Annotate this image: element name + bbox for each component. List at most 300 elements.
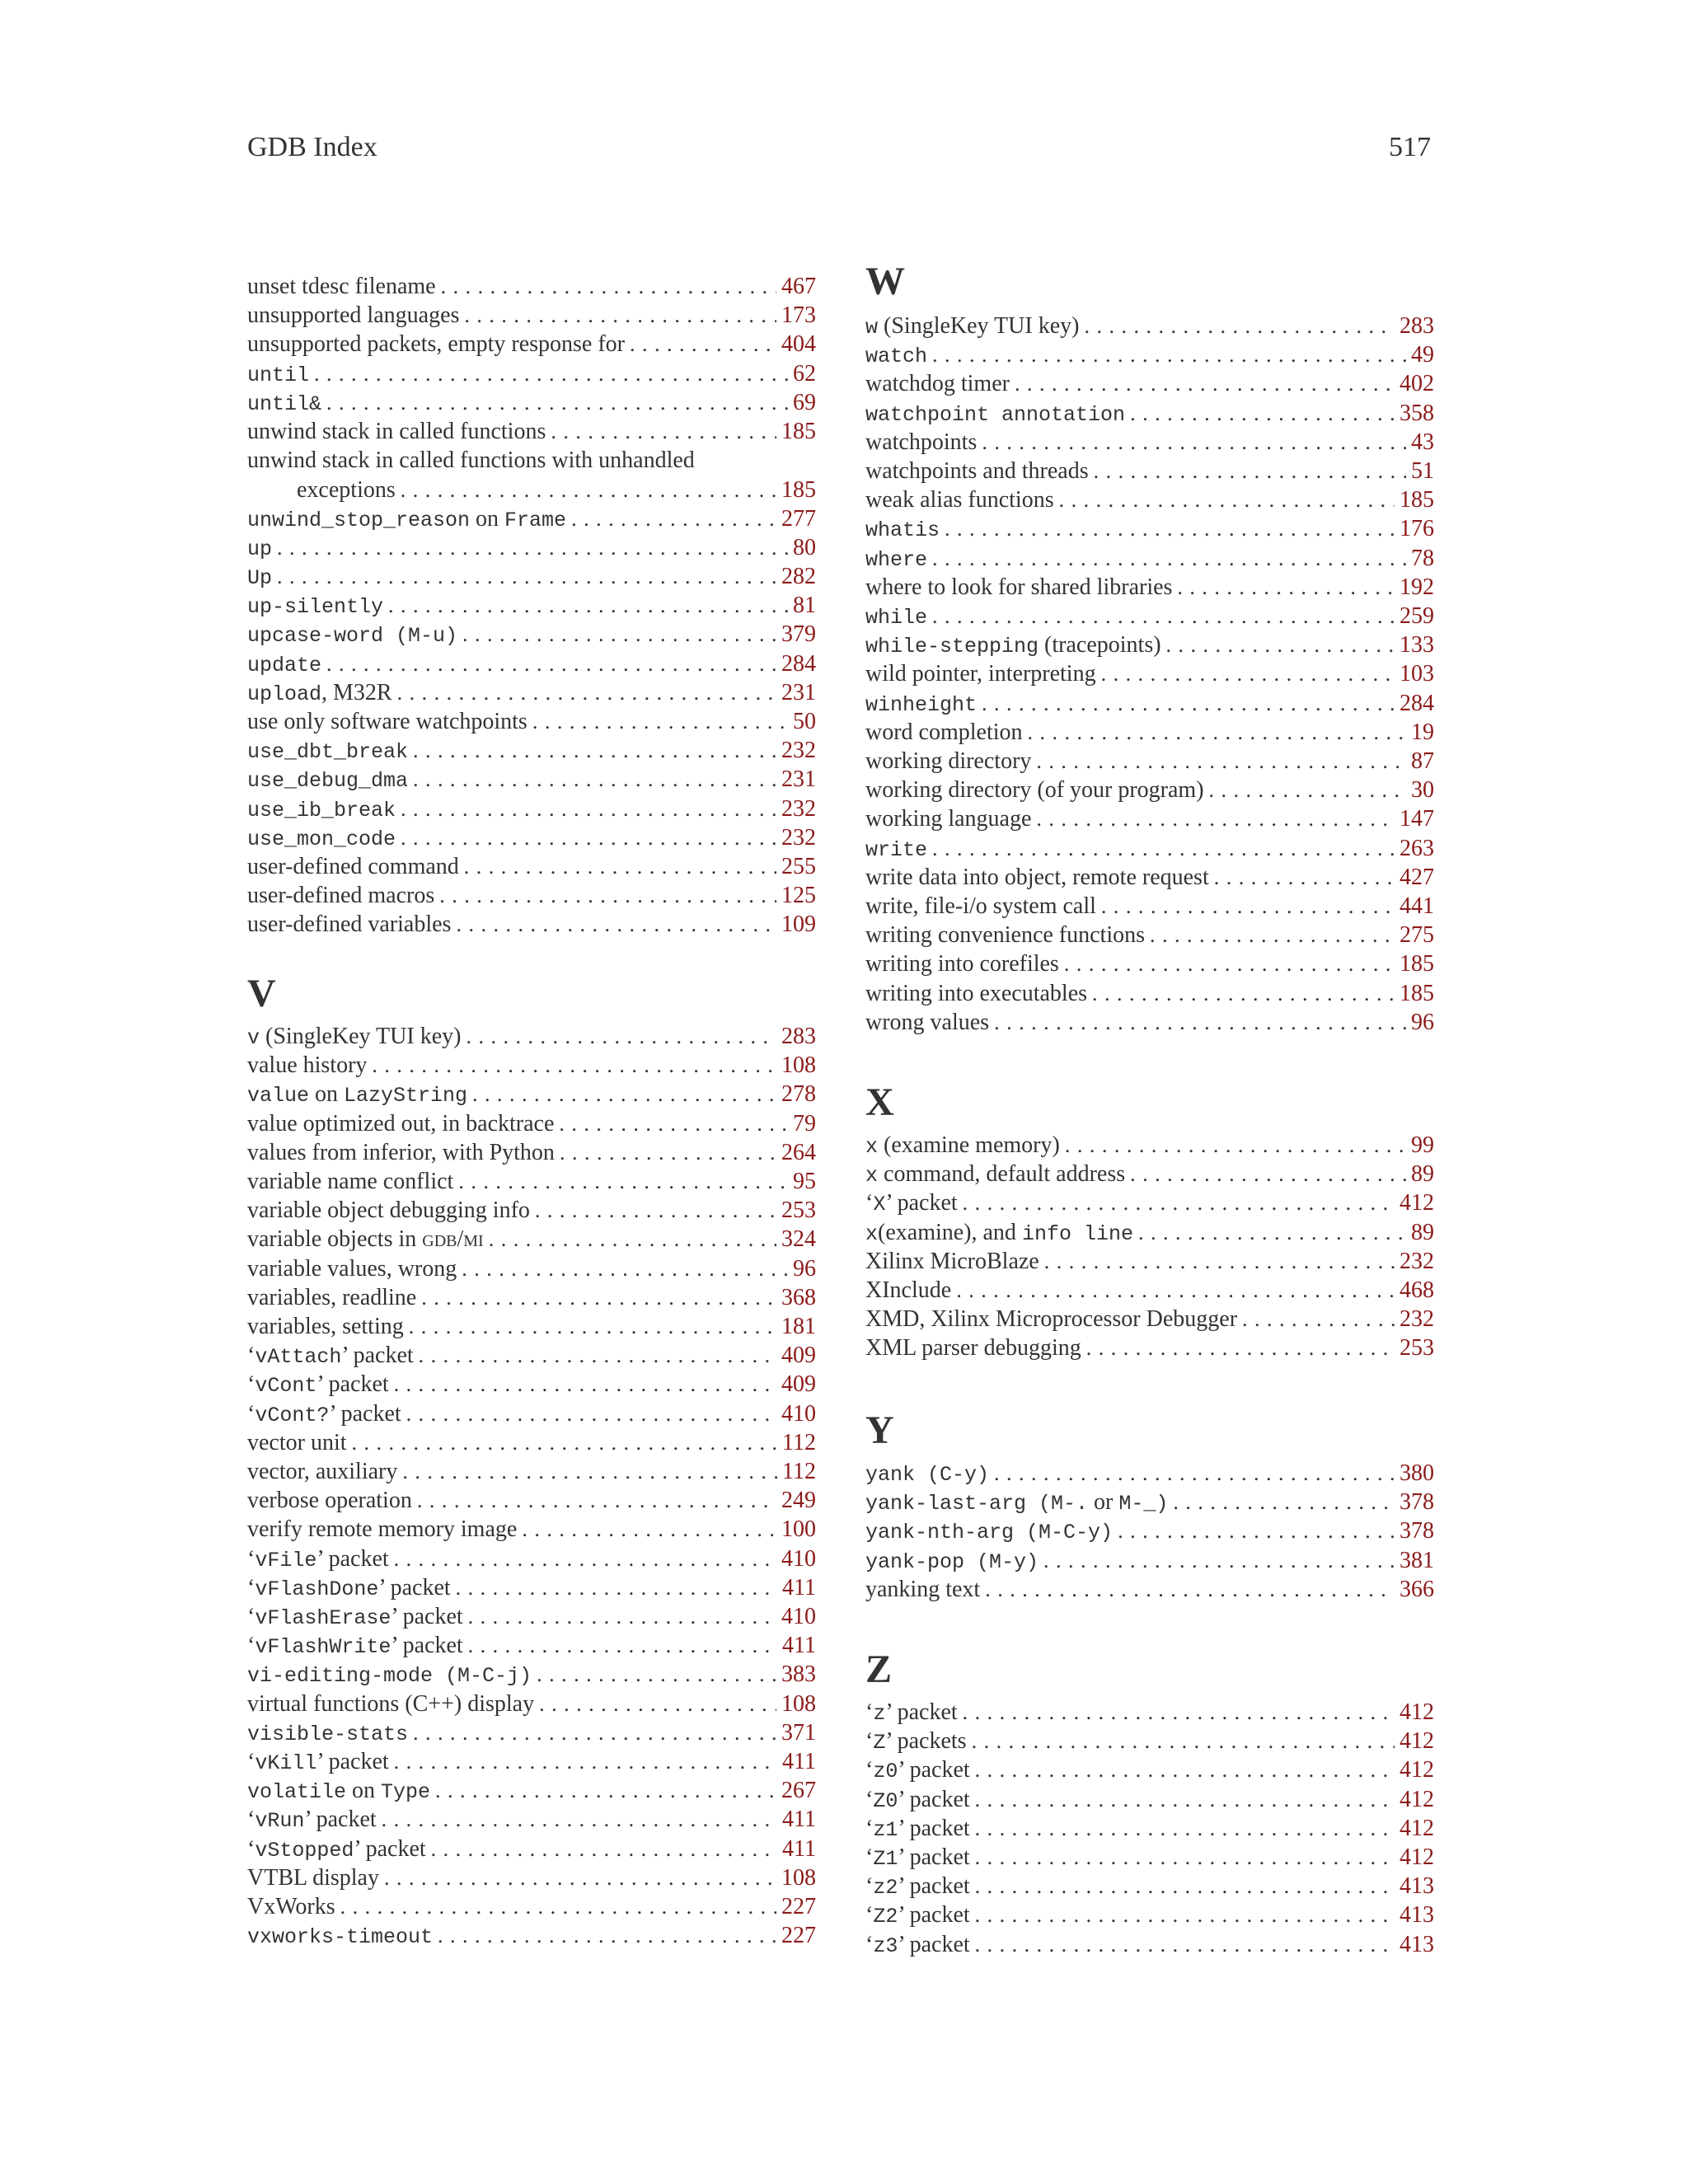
index-entry-text	[247, 1718, 408, 1750]
index-entry	[865, 718, 1434, 748]
index-entry	[247, 330, 816, 359]
page-reference-link[interactable]: 255	[781, 854, 816, 879]
index-entry	[865, 834, 1434, 864]
page-reference-link[interactable]: 232	[781, 824, 816, 851]
index-entry	[247, 1051, 816, 1080]
page-reference-link[interactable]: 30	[1411, 777, 1434, 804]
page-reference-link[interactable]: 253	[1400, 1335, 1434, 1361]
index-entry-text	[247, 765, 408, 796]
index-term: verbose operation	[247, 1488, 412, 1514]
index-entry	[247, 1254, 816, 1284]
section-letter-v: V	[247, 972, 276, 1015]
index-entry-text	[865, 1575, 980, 1605]
dot-leader	[1173, 1488, 1395, 1517]
dot-leader	[975, 1755, 1395, 1785]
page-reference-link[interactable]: 108	[781, 1690, 816, 1717]
dot-leader	[1214, 863, 1395, 893]
page-reference-link[interactable]: 412	[1400, 1844, 1434, 1870]
dot-leader	[466, 1022, 776, 1052]
dot-leader	[439, 881, 776, 911]
page-reference-link[interactable]: 381	[1400, 1547, 1434, 1573]
page-reference-link[interactable]: 232	[1400, 1248, 1434, 1274]
index-entry-text	[247, 330, 625, 359]
page-reference-link[interactable]: 19	[1411, 719, 1434, 745]
index-entry	[247, 1457, 816, 1487]
index-term: unwind stack in called functions	[247, 419, 546, 444]
page-reference-link[interactable]: 284	[1400, 690, 1434, 716]
index-entry	[247, 1718, 816, 1748]
page-reference-link[interactable]: 412	[1400, 1190, 1434, 1216]
page-reference-link[interactable]: 267	[781, 1778, 816, 1804]
index-entry-text	[865, 602, 927, 633]
dot-leader	[1015, 369, 1395, 399]
page-reference-link[interactable]: 80	[793, 534, 816, 560]
index-entry-text	[865, 1872, 970, 1903]
index-entry-text	[247, 562, 272, 593]
page-reference-link[interactable]: 413	[1400, 1902, 1434, 1929]
page-reference-link[interactable]: 402	[1400, 371, 1434, 397]
index-term: variable values, wrong	[247, 1255, 457, 1282]
dot-leader	[464, 301, 776, 330]
index-term-code: Z2	[873, 1905, 898, 1929]
index-term-code: z0	[873, 1760, 898, 1784]
index-entry	[865, 979, 1434, 1009]
index-term-code: z2	[873, 1876, 898, 1900]
index-term: ’ packet	[885, 1699, 958, 1725]
index-entry-text	[247, 359, 309, 391]
page-reference-link[interactable]: 275	[1400, 922, 1434, 949]
index-entry-text	[247, 301, 459, 330]
page-reference-link[interactable]: 410	[781, 1545, 816, 1572]
index-entry-text	[247, 1167, 453, 1197]
index-entry-text	[247, 1196, 530, 1226]
page-reference-link[interactable]: 78	[1411, 545, 1434, 571]
page-reference-link[interactable]: 185	[1400, 980, 1434, 1006]
index-term-code: z1	[873, 1817, 898, 1842]
dot-leader	[1130, 399, 1395, 429]
index-term: ’ packet	[898, 1902, 970, 1929]
index-entry	[865, 602, 1434, 631]
index-entry	[247, 765, 816, 794]
index-entry	[247, 1225, 816, 1254]
dot-leader	[462, 620, 776, 649]
page-reference-link[interactable]: 173	[781, 302, 816, 329]
index-term-code: volatile	[247, 1780, 347, 1805]
page-reference-link[interactable]: 383	[781, 1661, 816, 1688]
index-entry-text	[247, 1515, 517, 1544]
page-reference-link[interactable]: 411	[782, 1835, 816, 1862]
page-reference-link[interactable]: 409	[781, 1343, 816, 1369]
index-term-code: watchpoint annotation	[865, 402, 1126, 427]
dot-leader	[963, 1698, 1395, 1727]
index-entry-text	[247, 1863, 379, 1893]
page-reference-link[interactable]: 441	[1400, 893, 1434, 919]
index-term: variable objects in	[247, 1226, 423, 1253]
page-reference-link[interactable]: 227	[781, 1923, 816, 1949]
page-reference-link[interactable]: 283	[1400, 313, 1434, 339]
index-entry-text	[247, 1631, 463, 1662]
index-entry-text	[865, 863, 1209, 893]
page-reference-link[interactable]: 412	[1400, 1815, 1434, 1841]
page-reference-link[interactable]: 378	[1400, 1489, 1434, 1516]
page-reference-link[interactable]: 231	[781, 766, 816, 793]
page-reference-link[interactable]: 412	[1400, 1699, 1434, 1725]
index-term: , M32R	[321, 679, 392, 705]
index-entry-text	[247, 417, 546, 447]
page-reference-link[interactable]: 69	[793, 389, 816, 415]
page-reference-link[interactable]: 51	[1411, 458, 1434, 484]
index-entry	[247, 272, 816, 302]
dot-leader	[409, 1312, 776, 1342]
page-reference-link[interactable]: 411	[782, 1574, 816, 1601]
page-reference-link[interactable]: 79	[793, 1110, 816, 1137]
index-term: ‘	[247, 1807, 256, 1833]
index-entry	[247, 1312, 816, 1342]
page-reference-link[interactable]: 412	[1400, 1728, 1434, 1755]
index-entry	[865, 804, 1434, 834]
index-entry	[865, 863, 1434, 893]
index-entry-text	[865, 1755, 970, 1787]
index-entry-text	[865, 892, 1096, 921]
dot-leader	[975, 1843, 1395, 1872]
index-entry	[865, 1814, 1434, 1844]
index-entry-text	[247, 1747, 389, 1779]
dot-leader	[945, 514, 1395, 544]
dot-leader	[630, 330, 776, 359]
index-entry-text	[865, 659, 1096, 689]
dot-leader	[401, 476, 776, 505]
page-reference-link[interactable]: 176	[1400, 516, 1434, 542]
page-reference-link[interactable]: 358	[1400, 400, 1434, 426]
index-term: command, default address	[878, 1161, 1126, 1188]
index-entry-text	[247, 910, 451, 940]
page-reference-link[interactable]: 185	[1400, 951, 1434, 977]
page-reference-link[interactable]: 147	[1400, 806, 1434, 832]
section-letter-y: Y	[865, 1408, 894, 1452]
page-reference-link[interactable]: 411	[782, 1807, 816, 1833]
page-reference-link[interactable]: 185	[781, 477, 816, 504]
index-entry	[865, 1930, 1434, 1960]
page-reference-link[interactable]: 100	[781, 1516, 816, 1543]
index-term: ’ packet	[898, 1931, 970, 1957]
page-reference-link[interactable]: 62	[793, 360, 816, 387]
page-reference-link[interactable]: 371	[781, 1719, 816, 1746]
index-term: on	[470, 505, 505, 532]
page-reference-link[interactable]: 232	[781, 738, 816, 764]
index-term-code: Type	[381, 1780, 431, 1805]
index-entry-text	[247, 1457, 397, 1487]
dot-leader	[1177, 573, 1395, 602]
index-entry-text	[247, 1835, 426, 1866]
dot-leader	[1209, 776, 1406, 805]
index-entry	[865, 312, 1434, 341]
page-reference-link[interactable]: 413	[1400, 1873, 1434, 1900]
index-entry-text	[247, 1254, 457, 1284]
page-reference-link[interactable]: 231	[781, 679, 816, 705]
page-reference-link[interactable]: 192	[1400, 574, 1434, 600]
page-reference-link[interactable]: 95	[793, 1169, 816, 1194]
page-reference-link[interactable]: 227	[781, 1894, 816, 1919]
index-term-code: Z0	[873, 1788, 898, 1813]
index-entry	[865, 1727, 1434, 1756]
page-reference-link[interactable]: 278	[781, 1081, 816, 1108]
index-entry	[865, 1575, 1434, 1605]
index-entry	[247, 388, 816, 418]
index-entry-text	[247, 1892, 335, 1922]
index-term-code: Frame	[504, 508, 567, 532]
index-term-code: vKill	[255, 1751, 317, 1775]
dot-leader	[1101, 659, 1395, 689]
dot-leader	[539, 1690, 776, 1719]
page-reference-link[interactable]: 232	[781, 795, 816, 822]
index-term: where to look for shared libraries	[865, 574, 1173, 600]
dot-leader	[435, 1776, 776, 1806]
page-reference-link[interactable]: 412	[1400, 1757, 1434, 1783]
page-reference-link[interactable]: 411	[782, 1633, 816, 1659]
index-term-code: where	[865, 547, 928, 572]
index-term: value optimized out, in backtrace	[247, 1110, 555, 1137]
index-entry-text	[247, 1428, 347, 1458]
dot-leader	[1130, 1160, 1406, 1189]
index-entry	[865, 1131, 1434, 1160]
index-entry-text	[865, 1488, 1168, 1519]
index-term: variable object debugging info	[247, 1197, 530, 1224]
page-reference-link[interactable]: 109	[781, 912, 816, 938]
dot-leader	[1166, 630, 1395, 660]
index-entry	[247, 1341, 816, 1371]
index-entry	[247, 649, 816, 679]
page-reference-link[interactable]: 468	[1400, 1277, 1434, 1303]
index-entry	[247, 533, 816, 563]
dot-leader	[456, 1573, 777, 1603]
dot-leader	[384, 1863, 776, 1893]
page-reference-link[interactable]: 87	[1411, 748, 1434, 774]
index-entry-text	[865, 1008, 989, 1038]
index-term-code: write	[865, 837, 928, 862]
index-entry	[865, 369, 1434, 399]
index-term: working language	[865, 806, 1032, 832]
index-entry-text: unwind stack in called functions with unhandled	[247, 448, 695, 474]
index-term-code: vxworks-timeout	[247, 1925, 434, 1950]
dot-leader	[1094, 457, 1406, 486]
index-term: ‘	[865, 1728, 874, 1755]
page-reference-link[interactable]: 185	[1400, 487, 1434, 513]
index-entry-text	[865, 718, 1023, 748]
index-entry	[247, 678, 816, 708]
index-term: ’ packet	[391, 1604, 463, 1629]
dot-leader	[472, 1080, 776, 1109]
index-term: ’ packet	[898, 1786, 970, 1812]
index-entry-text	[247, 1486, 412, 1516]
index-entry	[865, 1488, 1434, 1517]
page-reference-link[interactable]: 379	[781, 621, 816, 648]
index-entry	[865, 1247, 1434, 1277]
page-reference-link[interactable]: 282	[781, 564, 816, 589]
index-entry-text	[297, 476, 396, 505]
page-reference-link[interactable]: 89	[1411, 1219, 1434, 1245]
page-reference-link[interactable]: 378	[1400, 1518, 1434, 1544]
index-entry-text	[865, 689, 977, 720]
index-term: unset tdesc filename	[247, 274, 436, 299]
page-reference-link[interactable]: 96	[793, 1255, 816, 1282]
index-term-code: vCont	[255, 1374, 317, 1399]
page-reference-link[interactable]: 43	[1411, 429, 1434, 455]
index-term: ‘	[247, 1574, 256, 1601]
page-reference-link[interactable]: 125	[781, 883, 816, 909]
index-term: VTBL display	[247, 1864, 379, 1891]
dot-leader	[1064, 949, 1395, 979]
index-entry-text	[247, 678, 392, 710]
page-reference-link[interactable]: 283	[781, 1024, 816, 1049]
index-term: user-defined command	[247, 854, 459, 879]
dot-leader	[1242, 1305, 1395, 1334]
index-term: ‘	[247, 1835, 256, 1862]
page-reference-link[interactable]: 380	[1400, 1460, 1434, 1486]
index-entry-text	[865, 544, 927, 575]
index-term-code: M-_)	[1118, 1492, 1169, 1516]
page-reference-link[interactable]: 112	[782, 1459, 816, 1484]
page-reference-link[interactable]: 253	[781, 1197, 816, 1224]
page-reference-link[interactable]: 112	[782, 1429, 816, 1455]
page-reference-link[interactable]: 108	[781, 1864, 816, 1891]
dot-leader	[975, 1785, 1395, 1815]
index-entry-text	[865, 1459, 989, 1490]
index-entry-text	[247, 1399, 401, 1431]
index-entry-text	[865, 747, 1031, 776]
index-entry	[247, 1690, 816, 1719]
index-entry-text	[247, 707, 528, 737]
page-reference-link[interactable]: 232	[1400, 1306, 1434, 1333]
index-entry-text	[247, 794, 396, 826]
index-entry	[865, 892, 1434, 921]
page-reference-link[interactable]: 413	[1400, 1931, 1434, 1957]
index-entry	[865, 1755, 1434, 1785]
index-term: ’ packet	[391, 1633, 463, 1659]
index-entry	[865, 1698, 1434, 1727]
index-entry	[247, 504, 816, 534]
index-term: user-defined variables	[247, 912, 452, 938]
page-reference-link[interactable]: 49	[1411, 342, 1434, 368]
page-reference-link[interactable]: 427	[1400, 864, 1434, 890]
index-entry	[247, 1660, 816, 1690]
page-reference-link[interactable]: 185	[781, 419, 816, 444]
index-term: writing into executables	[865, 980, 1088, 1006]
dot-leader	[401, 823, 776, 853]
page-reference-link[interactable]: 368	[781, 1284, 816, 1310]
page-reference-link[interactable]: 96	[1411, 1009, 1434, 1035]
page-reference-link[interactable]: 81	[793, 593, 816, 619]
index-entry	[865, 428, 1434, 457]
index-entry	[247, 417, 816, 447]
page-reference-link[interactable]: 264	[781, 1139, 816, 1165]
page-reference-link[interactable]: 411	[782, 1749, 816, 1774]
index-term-code: Z	[873, 1731, 886, 1755]
dot-leader	[397, 678, 776, 708]
index-entry-text	[865, 834, 927, 865]
page-reference-link[interactable]: 277	[781, 505, 816, 532]
dot-leader	[1036, 804, 1395, 834]
index-entry-text	[247, 620, 457, 651]
page-reference-link[interactable]: 249	[781, 1488, 816, 1514]
index-entry	[865, 573, 1434, 602]
page-reference-link[interactable]: 284	[781, 650, 816, 677]
page-reference-link[interactable]: 263	[1400, 835, 1434, 861]
index-term: ’ packet	[898, 1873, 970, 1900]
page-reference-link[interactable]: 409	[781, 1371, 816, 1398]
page-reference-link[interactable]: 50	[793, 709, 816, 734]
dot-leader	[975, 1930, 1395, 1960]
index-term: ‘	[247, 1633, 256, 1659]
dot-leader	[458, 1167, 788, 1197]
dot-leader	[394, 1544, 776, 1574]
dot-leader	[413, 1718, 776, 1748]
page-reference-link[interactable]: 324	[781, 1226, 816, 1253]
dot-leader	[972, 1727, 1395, 1756]
index-term: ‘	[865, 1873, 874, 1900]
index-term: ’ packet	[304, 1807, 377, 1833]
index-entry-text	[865, 776, 1204, 805]
index-term: virtual functions (C++) display	[247, 1690, 535, 1717]
dot-leader	[431, 1835, 777, 1864]
dot-leader	[1092, 979, 1395, 1009]
index-term: write, file-i/o system call	[865, 893, 1096, 919]
page-reference-link[interactable]: 410	[781, 1604, 816, 1629]
index-entry-text	[865, 1516, 1113, 1548]
index-term: watchdog timer	[865, 371, 1010, 397]
page-reference-link[interactable]: 133	[1400, 632, 1434, 658]
page-reference-link[interactable]: 89	[1411, 1161, 1434, 1188]
index-entry	[865, 630, 1434, 660]
index-term: ’ packet	[898, 1844, 970, 1870]
index-entry	[865, 399, 1434, 429]
dot-leader	[535, 1196, 776, 1226]
index-entry-text	[865, 1333, 1081, 1363]
index-entry	[865, 485, 1434, 515]
page-reference-link[interactable]: 467	[781, 274, 816, 299]
index-entry	[247, 1022, 816, 1052]
dot-leader	[1043, 1546, 1395, 1576]
index-entry	[247, 1544, 816, 1574]
index-entry	[865, 659, 1434, 689]
page-reference-link[interactable]: 259	[1400, 603, 1434, 629]
index-entry	[865, 1872, 1434, 1901]
page-reference-link[interactable]: 410	[781, 1400, 816, 1427]
page-reference-link[interactable]: 99	[1411, 1132, 1434, 1158]
index-term: (SingleKey TUI key)	[878, 313, 1080, 339]
index-entry-text	[865, 1900, 970, 1932]
index-term: writing into corefiles	[865, 951, 1059, 977]
index-term: user-defined macros	[247, 883, 435, 909]
page-reference-link[interactable]: 103	[1400, 661, 1434, 687]
index-entry-text	[247, 649, 321, 681]
index-term-code: vi-editing-mode (M-C-j)	[247, 1664, 532, 1689]
dot-leader	[352, 1428, 778, 1458]
index-term: ’ packet	[885, 1190, 958, 1216]
index-entry	[865, 1218, 1434, 1248]
index-entry-text	[865, 312, 1079, 343]
page-reference-link[interactable]: 181	[781, 1314, 816, 1339]
dot-leader	[382, 1805, 777, 1835]
index-entry-text	[247, 1573, 451, 1605]
page-reference-link[interactable]: 412	[1400, 1786, 1434, 1812]
dot-leader	[1065, 1131, 1406, 1160]
page-reference-link[interactable]: 404	[781, 331, 816, 358]
page-reference-link[interactable]: 366	[1400, 1576, 1434, 1602]
page-reference-link[interactable]: 108	[781, 1052, 816, 1079]
index-entry-text	[247, 881, 434, 911]
dot-leader	[401, 794, 776, 824]
index-entry	[247, 562, 816, 592]
